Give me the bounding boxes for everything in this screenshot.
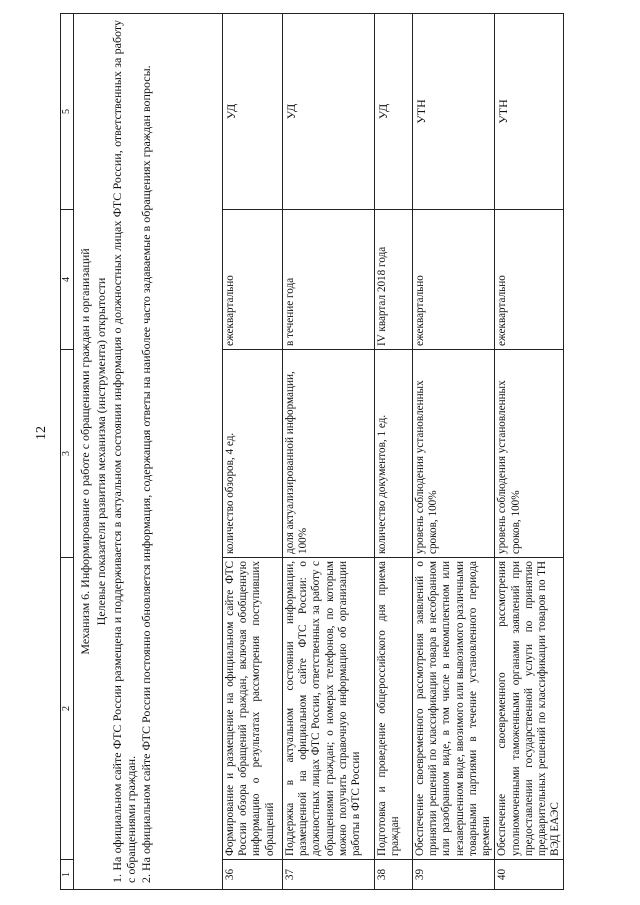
table-row xyxy=(495,14,564,890)
page-number: 12 xyxy=(34,426,49,440)
row-number: 37 xyxy=(283,860,375,890)
plan-table xyxy=(60,13,564,890)
row-measure: Формирование и размещение на официальном сайте ФТС России обзора обращений граждан, включая обобщенную информацию о результатах рассмотрения поступивших обращений xyxy=(223,558,283,860)
column-number: 3 xyxy=(61,350,74,558)
row-number: 38 xyxy=(375,860,413,890)
column-number: 1 xyxy=(61,860,74,890)
row-term: ежеквартально xyxy=(223,210,283,350)
row-indicator: количество документов, 1 ед. xyxy=(375,350,413,558)
target-1: 1. На официальном сайте ФТС России размещена и поддерживается в актуальном состоянии информация о должностных лицах ФТС России, ответственных за работу с обращениями граждан. xyxy=(110,20,139,883)
row-executor: УД xyxy=(283,14,375,210)
row-term: ежеквартально xyxy=(413,210,495,350)
mechanism-row xyxy=(74,14,223,890)
row-indicator: уровень соблюдения установленных сроков, 100% xyxy=(413,350,495,558)
column-number-row xyxy=(61,14,74,890)
table-row xyxy=(283,14,375,890)
table-row xyxy=(413,14,495,890)
target-2: 2. На официальном сайте ФТС России постоянно обновляется информация, содержащая ответы на наиболее часто задаваемые в обращениях граждан вопросы. xyxy=(138,65,153,883)
column-number: 5 xyxy=(61,14,74,210)
row-number: 39 xyxy=(413,860,495,890)
row-measure: Поддержка в актуальном состоянии информации, размещенной на официальном сайте ФТС России: о должностных лицах ФТС России, ответственных за работу с обращениями граждан; о номерах телефонов, по которым можно получить справочную информацию об организации работы в ФТС России xyxy=(283,558,375,860)
mechanism-title: Механизм 6. Информирование о работе с обращениями граждан и организаций xyxy=(78,248,92,655)
row-indicator: количество обзоров, 4 ед. xyxy=(223,350,283,558)
row-indicator: уровень соблюдения установленных сроков, 100% xyxy=(495,350,564,558)
row-term: в течение года xyxy=(283,210,375,350)
row-number: 36 xyxy=(223,860,283,890)
row-executor: УД xyxy=(375,14,413,210)
column-number: 2 xyxy=(61,558,74,860)
column-number: 4 xyxy=(61,210,74,350)
row-executor: УТН xyxy=(495,14,564,210)
row-measure: Подготовка и проведение общероссийского дня приема граждан xyxy=(375,558,413,860)
table-row xyxy=(375,14,413,890)
row-measure: Обеспечение своевременного рассмотрения заявлений о принятии решений по классификации товара в несобранном или разобранном виде, в том числе в некомплектном или незавершенном виде, ввозимого или вывозимого различными товарными партиями в течение установленного периода времени xyxy=(413,558,495,860)
row-term: IV квартал 2018 года xyxy=(375,210,413,350)
row-term: ежеквартально xyxy=(495,210,564,350)
row-number: 40 xyxy=(495,860,564,890)
row-indicator: доля актуализированной информации, 100% xyxy=(283,350,375,558)
row-measure: Обеспечение своевременного рассмотрения уполномоченными таможенными органами заявлений при предоставлении государственной услуги по принятию предварительных решений по классификации товаров по ТН ВЭД ЕАЭС xyxy=(495,558,564,860)
row-executor: УД xyxy=(223,14,283,210)
rotated-page xyxy=(60,14,560,890)
table-row xyxy=(223,14,283,890)
mechanism-cell xyxy=(74,14,223,890)
mechanism-subtitle: Целевые показатели развития механизма (инструмента) открытости xyxy=(94,277,109,626)
row-executor: УТН xyxy=(413,14,495,210)
